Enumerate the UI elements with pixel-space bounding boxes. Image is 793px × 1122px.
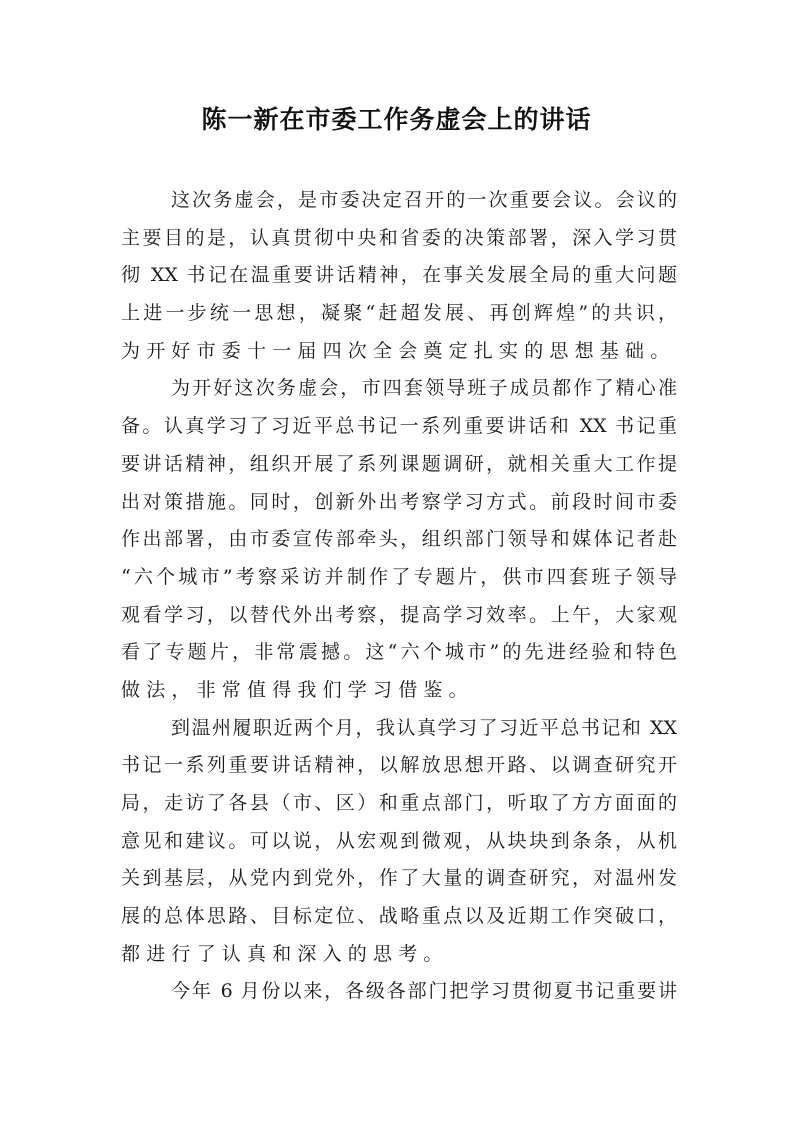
paragraph (121, 370, 677, 709)
text-line: 为开好这次务虚会，市四套领导班子成员都作了精心准 (171, 377, 677, 400)
document-title: 陈一新在市委工作务虚会上的讲话 (201, 105, 592, 134)
paragraph (121, 973, 677, 1011)
text-line: 彻 XX 书记在温重要讲话精神，在事关发展全局的重大问题 (121, 264, 677, 287)
text-line: 到温州履职近两个月，我认真学习了习近平总书记和 XX (171, 716, 677, 739)
text-line: 备。认真学习了习近平总书记一系列重要讲话和 XX 书记重 (121, 415, 677, 438)
text-line: 作出部署，由市委宣传部牵头，组织部门领导和媒体记者赴 (121, 528, 677, 551)
text-line: 今年 6 月份以来，各级各部门把学习贯彻夏书记重要讲 (171, 980, 677, 1003)
text-line: 为开好市委十一届四次全会奠定扎实的思想基础。 (121, 339, 676, 362)
text-line: 局，走访了各县（市、区）和重点部门，听取了方方面面的 (121, 792, 677, 814)
text-line: 看了专题片，非常震撼。这“六个城市”的先进经验和特色 (121, 641, 677, 664)
paragraph (121, 710, 677, 974)
text-line: 这次务虚会，是市委决定召开的一次重要会议。会议的 (171, 189, 677, 211)
document-body (121, 182, 677, 1011)
text-line: 展的总体思路、目标定位、战略重点以及近期工作突破口， (121, 905, 677, 928)
text-line: “六个城市”考察采访并制作了专题片，供市四套班子领导 (121, 565, 677, 588)
text-line: 主要目的是，认真贯彻中央和省委的决策部署，深入学习贯 (121, 226, 677, 249)
paragraph (121, 182, 677, 370)
text-line: 都进行了认真和深入的思考。 (121, 942, 449, 965)
text-line: 关到基层，从党内到党外，作了大量的调查研究，对温州发 (121, 867, 677, 890)
text-line: 出对策措施。同时，创新外出考察学习方式。前段时间市委 (121, 490, 677, 513)
text-line: 意见和建议。可以说，从宏观到微观，从块块到条条，从机 (121, 829, 677, 852)
text-line: 做法，非常值得我们学习借鉴。 (121, 678, 474, 701)
text-line: 书记一系列重要讲话精神，以解放思想开路、以调查研究开 (121, 754, 677, 777)
text-line: 上进一步统一思想，凝聚“赶超发展、再创辉煌”的共识， (121, 302, 677, 325)
text-line: 观看学习，以替代外出考察，提高学习效率。上午，大家观 (121, 603, 677, 626)
text-line: 要讲话精神，组织开展了系列课题调研，就相关重大工作提 (121, 452, 677, 475)
